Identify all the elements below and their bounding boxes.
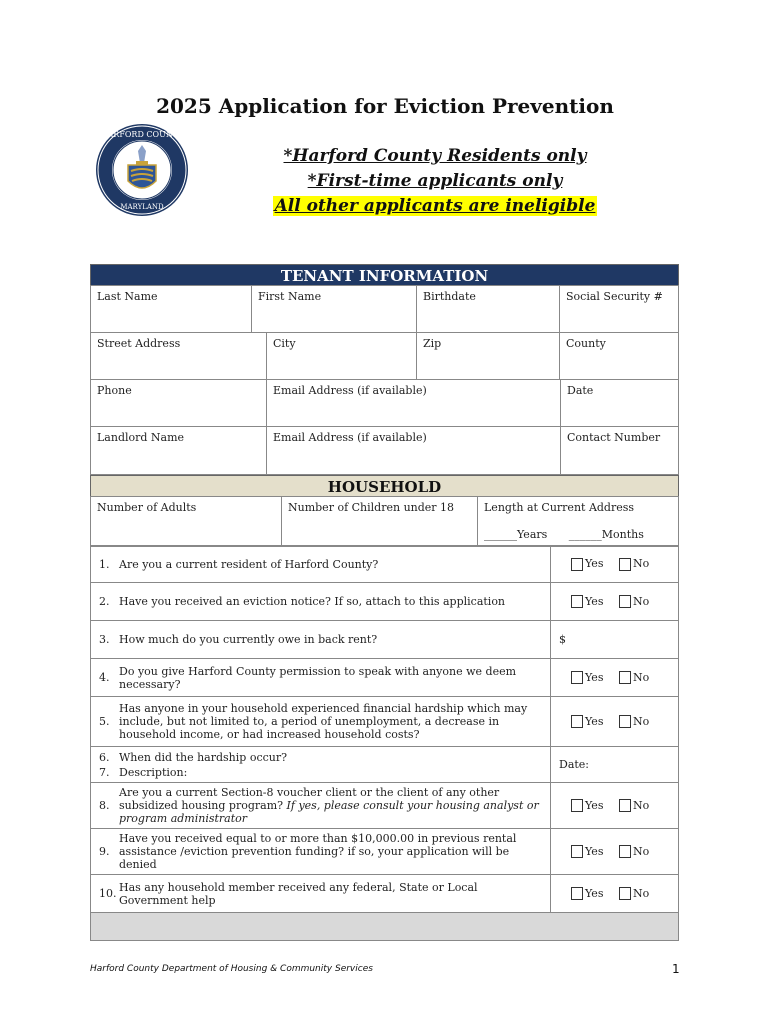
answer-cell: Yes No [551, 583, 679, 621]
no-checkbox[interactable] [619, 845, 631, 858]
question-row: 1. Are you a current resident of Harford County? Yes No [91, 546, 679, 583]
answer-cell: Yes No [551, 546, 679, 583]
city-field[interactable]: City [267, 333, 417, 380]
question-row: 6. When did the hardship occur? 7. Description: Date: [91, 747, 679, 783]
answer-cell: Yes No [551, 659, 679, 697]
yes-checkbox[interactable] [571, 671, 583, 684]
answer-cell: Yes No [551, 697, 679, 747]
tenant-info-table [90, 285, 679, 333]
question-text: Are you a current Section-8 voucher client or the client of any other subsidized housing program? If yes, please consult your housing analyst or program administrator [119, 786, 539, 825]
contact-number-field[interactable]: Contact Number [561, 427, 679, 475]
question-note: If yes, please consult your housing analyst or program administrator [119, 799, 539, 825]
question-text: Have you received equal to or more than $10,000.00 in previous rental assistance /eviction prevention funding? if so, your application will be denied [119, 832, 517, 871]
first-name-field[interactable]: First Name [252, 286, 417, 333]
question-text: Do you give Harford County permission to speak with anyone we deem necessary? [119, 664, 517, 691]
yes-checkbox[interactable] [571, 845, 583, 858]
questions-table [90, 545, 679, 941]
residents-only-note: *Harford County Residents only [283, 146, 587, 166]
yes-checkbox[interactable] [571, 595, 583, 608]
street-address-field[interactable]: Street Address [91, 333, 267, 380]
question-text: Are you a current resident of Harford County? [119, 557, 379, 571]
first-time-note: *First-time applicants only [307, 171, 563, 191]
ineligible-note: All other applicants are ineligible [274, 196, 596, 216]
adults-field[interactable]: Number of Adults [91, 497, 282, 547]
answer-cell: Yes No [551, 875, 679, 913]
zip-field[interactable]: Zip [417, 333, 560, 380]
birthdate-field[interactable]: Birthdate [417, 286, 560, 333]
question-row: 8. Are you a current Section-8 voucher client or the client of any other subsidized housing program? If yes, please consult your housing analyst or program administrator Yes No [91, 783, 679, 829]
phone-field[interactable]: Phone [91, 380, 267, 427]
question-text: How much do you currently owe in back rent? [119, 633, 378, 646]
shaded-footer-row [91, 913, 679, 941]
svg-text:MARYLAND: MARYLAND [120, 203, 164, 211]
landlord-name-field[interactable]: Landlord Name [91, 427, 267, 475]
question-text: When did the hardship occur? [119, 750, 288, 764]
question-text: Has anyone in your household experienced financial hardship which may include, but not limited to, a period of unemployment, a decrease in household income, or had increased household costs? [119, 702, 528, 741]
no-checkbox[interactable] [619, 558, 631, 571]
children-field[interactable]: Number of Children under 18 [282, 497, 478, 547]
length-at-address-field[interactable] [478, 497, 679, 547]
question-text: Have you received an eviction notice? If so, attach to this application [119, 595, 506, 608]
county-field[interactable]: County [560, 333, 679, 380]
department-footer: Harford County Department of Housing & Community Services [90, 964, 373, 974]
ssn-field[interactable]: Social Security # [560, 286, 679, 333]
last-name-field[interactable]: Last Name [91, 286, 252, 333]
no-checkbox[interactable] [619, 595, 631, 608]
length-label: Length at Current Address [484, 501, 635, 514]
date-field[interactable]: Date [561, 380, 679, 427]
question-row: 9. Have you received equal to or more than $10,000.00 in previous rental assistance /eviction prevention funding? if so, your application will be denied Yes No [91, 829, 679, 875]
question-text: Description: [119, 765, 188, 779]
yes-checkbox[interactable] [571, 558, 583, 571]
yes-checkbox[interactable] [571, 715, 583, 728]
household-heading: HOUSEHOLD [90, 475, 679, 497]
question-row: 5. Has anyone in your household experienced financial hardship which may include, but not limited to, a period of unemployment, a decrease in household income, or had increased household costs? Yes No [91, 697, 679, 747]
no-checkbox[interactable] [619, 799, 631, 812]
harford-county-seal [95, 123, 189, 217]
page-number: 1 [672, 962, 680, 976]
svg-text:HARFORD COUNTY: HARFORD COUNTY [100, 130, 184, 139]
email-field[interactable]: Email Address (if available) [267, 380, 561, 427]
tenant-info-heading: TENANT INFORMATION [90, 264, 679, 286]
answer-cell: Yes No [551, 829, 679, 875]
no-checkbox[interactable] [619, 715, 631, 728]
question-row: 2. Have you received an eviction notice? If so, attach to this application Yes No [91, 583, 679, 621]
back-rent-amount-field[interactable]: $ [551, 621, 679, 659]
question-row: 10. Has any household member received any federal, State or Local Government help Yes No [91, 875, 679, 913]
page-title: 2025 Application for Eviction Prevention [156, 94, 614, 118]
no-checkbox[interactable] [619, 887, 631, 900]
answer-cell: Yes No [551, 783, 679, 829]
question-row: 4. Do you give Harford County permission to speak with anyone we deem necessary? Yes No [91, 659, 679, 697]
question-text: Has any household member received any federal, State or Local Government help [119, 880, 478, 907]
landlord-email-field[interactable]: Email Address (if available) [267, 427, 561, 475]
years-blank: ______Years [484, 528, 548, 541]
question-row: 3. How much do you currently owe in back rent? $ [91, 621, 679, 659]
hardship-date-field[interactable]: Date: [551, 747, 679, 783]
yes-checkbox[interactable] [571, 887, 583, 900]
no-checkbox[interactable] [619, 671, 631, 684]
months-blank: ______Months [568, 528, 644, 541]
yes-checkbox[interactable] [571, 799, 583, 812]
